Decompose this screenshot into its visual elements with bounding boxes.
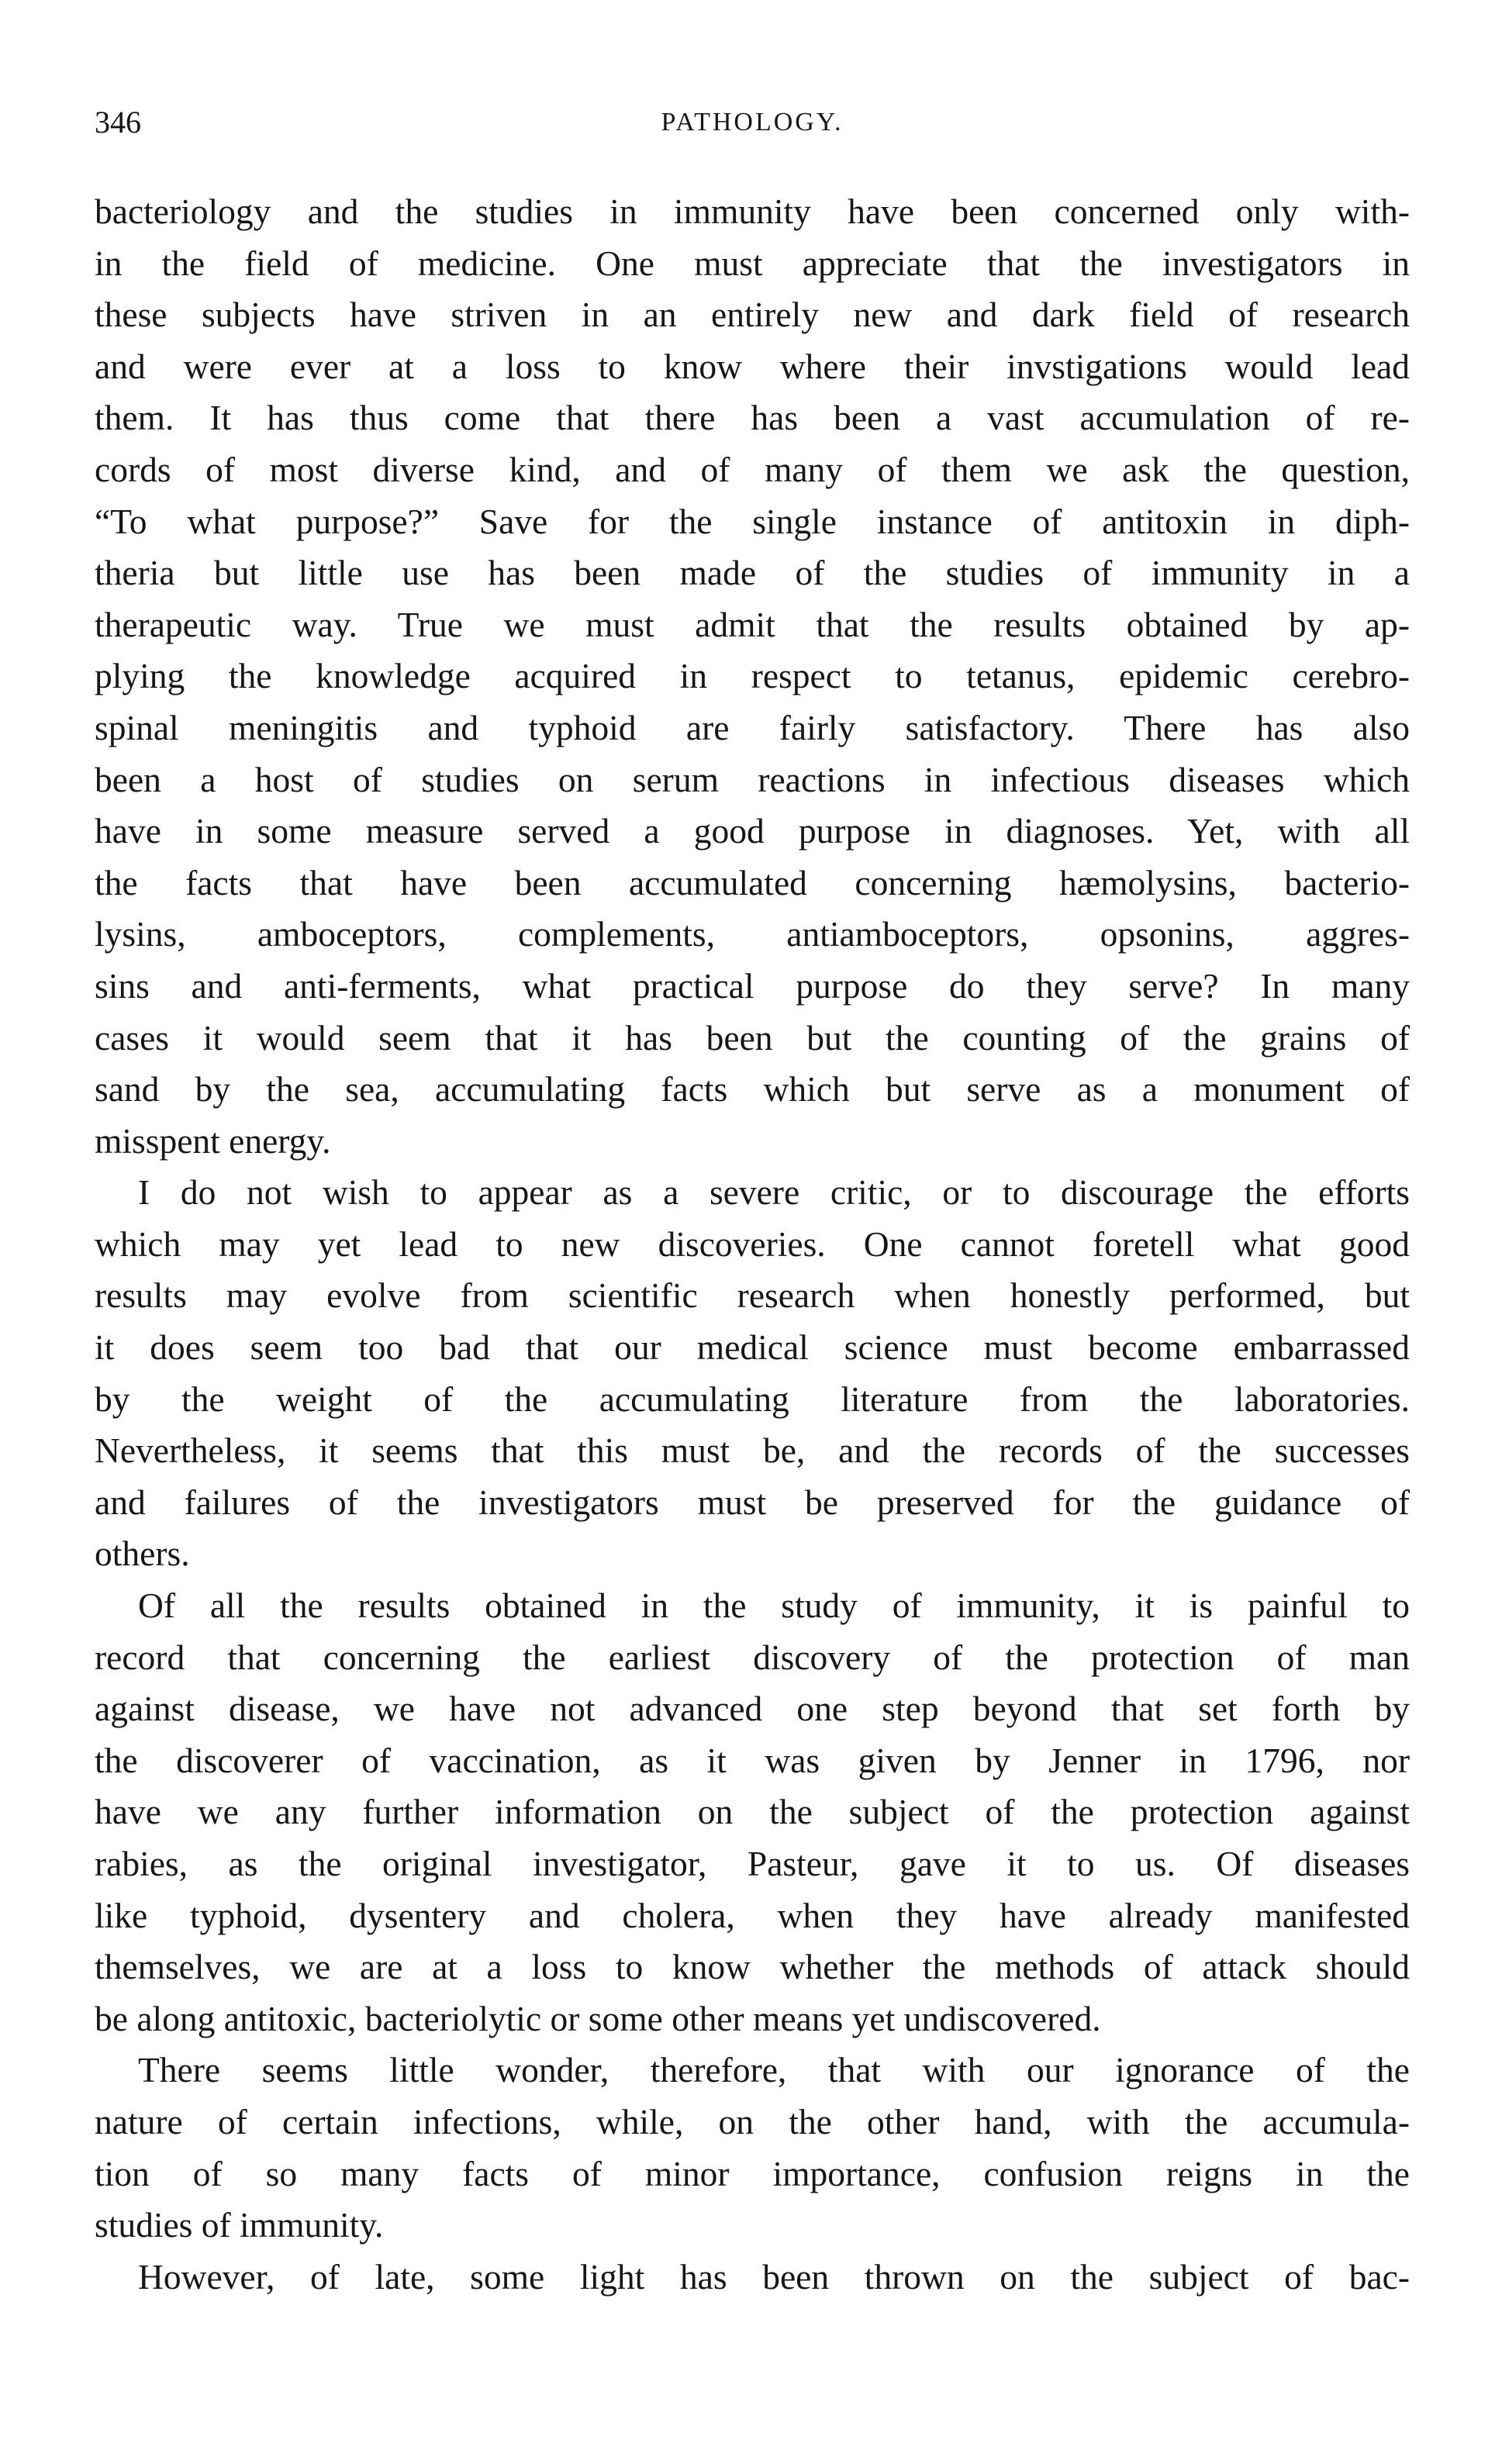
text-line: lysins, amboceptors, complements, antiamboceptors, opsonins, aggres-: [95, 914, 1410, 954]
text-line: these subjects have striven in an entirely new and dark field of research: [95, 295, 1410, 335]
text-line: results may evolve from scientific research when honestly performed, but: [95, 1275, 1410, 1316]
text-line: record that concerning the earliest discovery of the protection of man: [95, 1637, 1410, 1677]
text-line: studies of immunity.: [95, 2205, 384, 2245]
text-line: Of all the results obtained in the study of immunity, it is painful to: [138, 1586, 1410, 1626]
text-line: tion of so many facts of minor importance, confusion reigns in the: [95, 2153, 1410, 2193]
text-line: others.: [95, 1534, 190, 1574]
paragraph: [95, 2252, 1410, 2304]
text-line: nature of certain infections, while, on the other hand, with the accumula-: [95, 2101, 1410, 2141]
text-line: been a host of studies on serum reactions in infectious diseases which: [95, 759, 1410, 799]
text-line: it does seem too bad that our medical science must become embarrassed: [95, 1327, 1410, 1368]
text-line: and were ever at a loss to know where their invstigations would lead: [95, 346, 1410, 386]
text-line: have in some measure served a good purpose in diagnoses. Yet, with all: [95, 811, 1410, 851]
text-line: by the weight of the accumulating literature from the laboratories.: [95, 1379, 1410, 1419]
text-line: “To what purpose?” Save for the single instance of antitoxin in diph-: [95, 501, 1410, 541]
page-header: [95, 101, 1410, 144]
text-line: cords of most diverse kind, and of many of them we ask the question,: [95, 449, 1410, 489]
paragraph: [95, 2045, 1410, 2251]
text-line: theria but little use has been made of the studies of immunity in a: [95, 553, 1410, 593]
text-line: therapeutic way. True we must admit that the results obtained by ap-: [95, 604, 1410, 644]
paragraph: [95, 1167, 1410, 1580]
text-line: sins and anti-ferments, what practical purpose do they serve? In many: [95, 965, 1410, 1006]
text-line: in the field of medicine. One must appreciate that the investigators in: [95, 243, 1410, 283]
text-line: and failures of the investigators must be preserved for the guidance of: [95, 1482, 1410, 1522]
text-line: them. It has thus come that there has been a vast accumulation of re-: [95, 398, 1410, 438]
text-line: I do not wish to appear as a severe critic, or to discourage the efforts: [138, 1172, 1410, 1213]
text-line: However, of late, some light has been thrown on the subject of bac-: [138, 2256, 1410, 2297]
text-line: which may yet lead to new discoveries. One cannot foretell what good: [95, 1223, 1410, 1264]
text-line: plying the knowledge acquired in respect to tetanus, epidemic cerebro-: [95, 656, 1410, 696]
text-line: be along antitoxic, bacteriolytic or some other means yet undiscovered.: [95, 1998, 1101, 2038]
text-line: misspent energy.: [95, 1120, 331, 1161]
text-line: Nevertheless, it seems that this must be, and the records of the successes: [95, 1430, 1410, 1471]
text-line: themselves, we are at a loss to know whether the methods of attack should: [95, 1947, 1410, 1987]
text-line: sand by the sea, accumulating facts which but serve as a monument of: [95, 1069, 1410, 1109]
text-line: cases it would seem that it has been but the counting of the grains of: [95, 1017, 1410, 1058]
page-number: 346: [95, 105, 141, 140]
text-line: the facts that have been accumulated concerning hæmolysins, bacterio-: [95, 862, 1410, 902]
body-text: [95, 186, 1410, 2303]
text-line: rabies, as the original investigator, Pasteur, gave it to us. Of diseases: [95, 1844, 1410, 1883]
text-line: the discoverer of vaccination, as it was given by Jenner in 1796, nor: [95, 1740, 1410, 1780]
text-line: bacteriology and the studies in immunity have been concerned only with-: [95, 192, 1410, 231]
text-line: have we any further information on the subject of the protection against: [95, 1792, 1410, 1832]
text-line: There seems little wonder, therefore, that with our ignorance of the: [138, 2050, 1410, 2090]
text-line: against disease, we have not advanced one step beyond that set forth by: [95, 1689, 1410, 1729]
paragraph: [95, 1580, 1410, 2045]
text-line: spinal meningitis and typhoid are fairly satisfactory. There has also: [95, 707, 1410, 747]
book-page: [95, 101, 1410, 2303]
running-title: PATHOLOGY.: [661, 108, 844, 136]
paragraph: [95, 186, 1410, 1167]
text-line: like typhoid, dysentery and cholera, when they have already manifested: [95, 1895, 1410, 1935]
